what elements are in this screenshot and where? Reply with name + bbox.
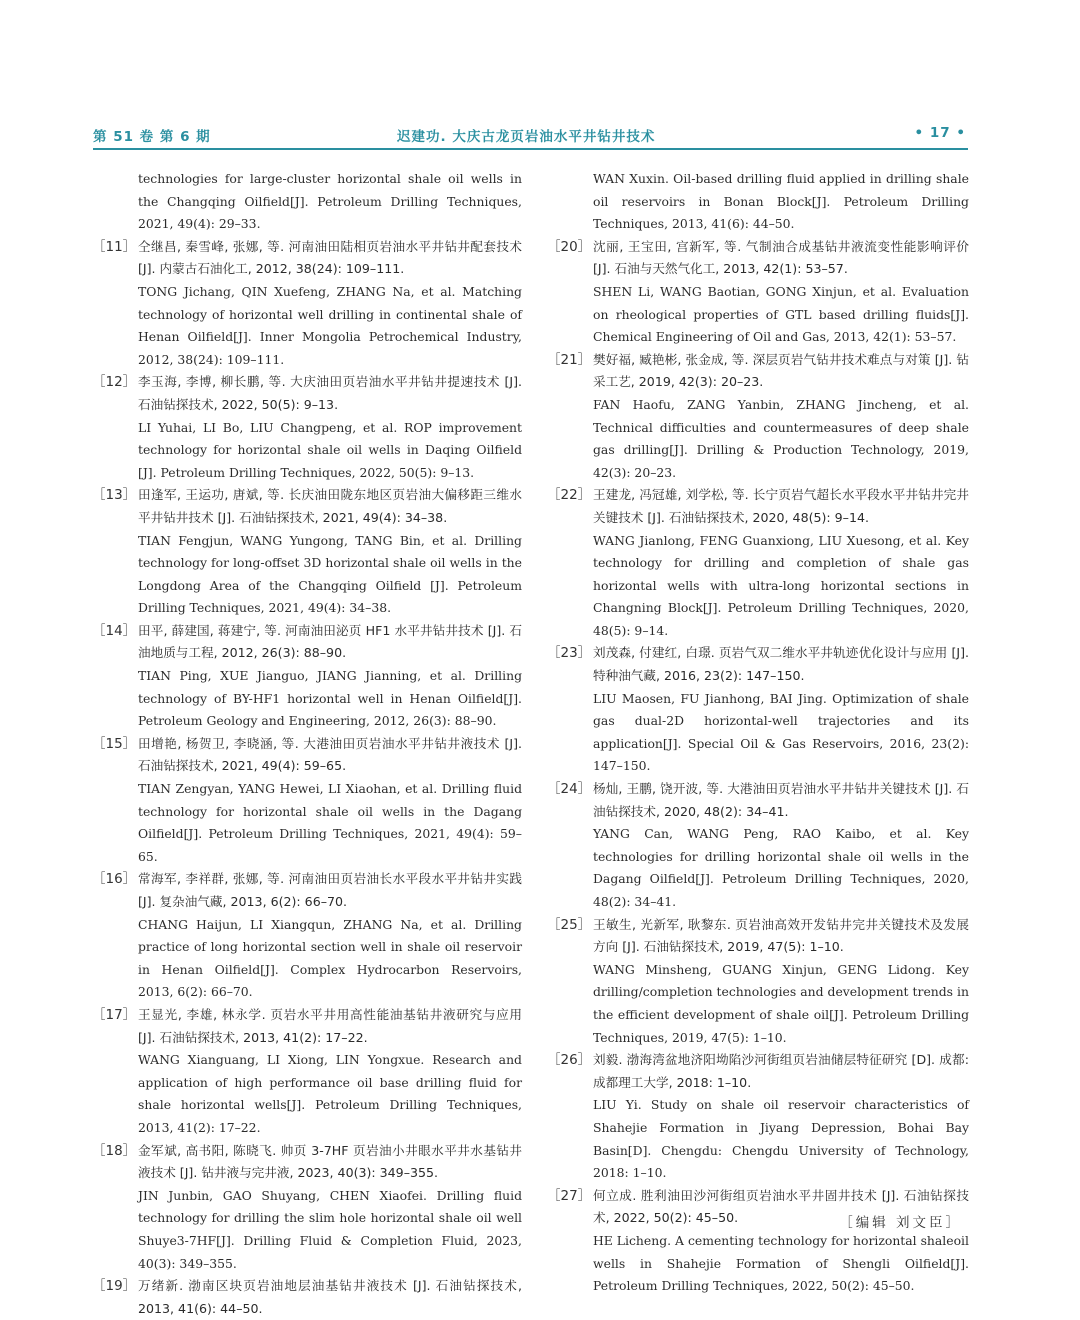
editor-credit: ［编辑 刘文臣］ — [839, 1215, 962, 1231]
reference-chinese: 沈丽, 王宝田, 宫新军, 等. 气制油合成基钻井液流变性能影响评价 [J]. 石油与天然气化工, 2013, 42(1): 53–57. — [593, 238, 969, 277]
reference-continuation: WAN Xuxin. Oil-based drilling fluid applied in drilling shale oil reservoirs in Bonan Block[J]. Petroleum Drilling Techniques, 2013, 41(6): 44–50. — [593, 171, 969, 232]
reference-number: ［16］ — [92, 871, 137, 888]
reference-item — [92, 1275, 522, 1320]
reference-item — [547, 1049, 969, 1185]
reference-item — [547, 1185, 969, 1298]
reference-item — [547, 778, 969, 914]
reference-number: ［19］ — [92, 1278, 137, 1295]
reference-chinese: 金军斌, 高书阳, 陈晓飞. 帅页 3-7HF 页岩油小井眼水平井水基钻井液技术 [J]. 钻井液与完井液, 2023, 40(3): 349–355. — [138, 1142, 522, 1181]
reference-chinese: 王敏生, 光新军, 耿黎东. 页岩油高效开发钻井完井关键技术及发展方向 [J]. 石油钻探技术, 2019, 47(5): 1–10. — [593, 916, 969, 955]
reference-number: ［27］ — [547, 1187, 592, 1204]
reference-english: TIAN Zengyan, YANG Hewei, LI Xiaohan, et al. Drilling fluid technology for horizontal shale oil wells in the Dagang Oilfield[J]. Petroleum Drilling Techniques, 2021, 49(4): 59–65. — [138, 781, 522, 864]
reference-item — [547, 642, 969, 778]
reference-number: ［22］ — [547, 487, 592, 504]
reference-english: WANG Jianlong, FENG Guanxiong, LIU Xuesong, et al. Key technology for drilling and completion of shale gas horizontal wells with ultra-long horizontal sections in Changning Block[J]. Petroleum Drilling Techniques, 2020, 48(5): 9–14. — [593, 532, 969, 638]
article-title-header: 迟建功. 大庆古龙页岩油水平井钻井技术 — [397, 129, 656, 145]
reference-chinese: 田逢军, 王运功, 唐斌, 等. 长庆油田陇东地区页岩油大偏移距三维水平井钻井技术 [J]. 石油钻探技术, 2021, 49(4): 34–38. — [138, 487, 522, 525]
reference-chinese: 杨灿, 王鹏, 饶开波, 等. 大港油田页岩油水平井钻井关键技术 [J]. 石油钻探技术, 2020, 48(2): 34–41. — [593, 781, 969, 819]
reference-english: TONG Jichang, QIN Xuefeng, ZHANG Na, et al. Matching technology of horizontal well drilling in continental shale of Henan Oilfield[J]. Inner Mongolia Petrochemical Industry, 2012, 38(24): 109–111. — [138, 283, 522, 367]
reference-chinese: 王显光, 李雄, 林永学. 页岩水平井用高性能油基钻井液研究与应用 [J]. 石油钻探技术, 2013, 41(2): 17–22. — [138, 1006, 522, 1045]
reference-english: CHANG Haijun, LI Xiangqun, ZHANG Na, et al. Drilling practice of long horizontal section well in shale oil reservoir in Henan Oilfield[J]. Complex Hydrocarbon Reservoirs, 2013, 6(2): 66–70. — [138, 916, 522, 1000]
reference-chinese: 田增艳, 杨贺卫, 李晓涵, 等. 大港油田页岩油水平井钻井液技术 [J]. 石油钻探技术, 2021, 49(4): 59–65. — [138, 735, 522, 774]
left-reference-list — [92, 236, 522, 1320]
reference-item — [92, 484, 522, 620]
page-number: • 17 • — [914, 125, 966, 141]
volume-issue: 第 51 卷 第 6 期 — [93, 129, 211, 145]
reference-chinese: 常海军, 李祥群, 张娜, 等. 河南油田页岩油长水平段水平井钻井实践 [J]. 复杂油气藏, 2013, 6(2): 66–70. — [138, 871, 522, 909]
reference-item — [547, 484, 969, 642]
reference-english: TIAN Ping, XUE Jianguo, JIANG Jianning, et al. Drilling technology of BY-HF1 horizontal well in Henan Oilfield[J]. Petroleum Geology and Engineering, 2012, 26(3): 88–90. — [138, 668, 522, 729]
reference-chinese: 何立成. 胜利油田沙河街组页岩油水平井固井技术 [J]. 石油钻探技术, 2022, 50(2): 45–50. — [593, 1187, 969, 1226]
reference-chinese: 李玉海, 李博, 柳长鹏, 等. 大庆油田页岩油水平井钻井提速技术 [J]. 石油钻探技术, 2022, 50(5): 9–13. — [138, 374, 522, 412]
reference-chinese: 仝继昌, 秦雪峰, 张娜, 等. 河南油田陆相页岩油水平井钻井配套技术 [J]. 内蒙古石油化工, 2012, 38(24): 109–111. — [138, 238, 522, 277]
reference-item — [92, 620, 522, 733]
reference-chinese: 万绪新. 渤南区块页岩油地层油基钻井液技术 [J]. 石油钻探技术, 2013, 41(6): 44–50. — [138, 1278, 522, 1316]
reference-english: WANG Xianguang, LI Xiong, LIN Yongxue. Research and application of high performance oil base drilling fluid for shale horizontal wells[J]. Petroleum Drilling Techniques, 2013, 41(2): 17–22. — [138, 1052, 522, 1135]
reference-item — [547, 914, 969, 1050]
reference-chinese: 刘毅. 渤海湾盆地济阳坳陷沙河街组页岩油储层特征研究 [D]. 成都: 成都理工大学, 2018: 1–10. — [593, 1052, 969, 1090]
reference-number: ［15］ — [92, 735, 137, 752]
reference-number: ［20］ — [547, 238, 592, 255]
reference-number: ［13］ — [92, 487, 137, 504]
right-reference-list — [547, 236, 969, 1298]
reference-english: HE Licheng. A cementing technology for horizontal shaleoil wells in Shahejie Formation of Shengli Oilfield[J]. Petroleum Drilling Techniques, 2022, 50(2): 45–50. — [593, 1232, 969, 1294]
reference-number: ［17］ — [92, 1006, 137, 1023]
reference-number: ［23］ — [547, 645, 592, 662]
reference-item — [92, 1140, 522, 1276]
reference-continuation: technologies for large-cluster horizontal shale oil wells in the Changqing Oilfield[J]. Petroleum Drilling Techniques, 2021, 49(4): 29–33. — [138, 171, 522, 232]
reference-item — [92, 236, 522, 372]
reference-chinese: 刘茂森, 付建红, 白璟. 页岩气双二维水平井轨迹优化设计与应用 [J]. 特种油气藏, 2016, 23(2): 147–150. — [593, 645, 969, 684]
reference-number: ［21］ — [547, 351, 592, 368]
reference-english: YANG Can, WANG Peng, RAO Kaibo, et al. Key technologies for drilling horizontal shale oil wells in the Dagang Oilfield[J]. Petroleum Drilling Techniques, 2020, 48(2): 34–41. — [593, 826, 969, 909]
reference-english: LIU Maosen, FU Jianhong, BAI Jing. Optimization of shale gas dual-2D horizontal-well trajectories and its application[J]. Special Oil & Gas Reservoirs, 2016, 23(2): 147–150. — [593, 690, 969, 774]
reference-item — [547, 349, 969, 485]
reference-english: WANG Minsheng, GUANG Xinjun, GENG Lidong. Key drilling/completion technologies and development trends in the efficient development of shale oil[J]. Petroleum Drilling Techniques, 2019, 47(5): 1–10. — [593, 961, 969, 1045]
reference-english: LI Yuhai, LI Bo, LIU Changpeng, et al. ROP improvement technology for horizontal shale oil wells in Daqing Oilfield [J]. Petroleum Drilling Techniques, 2022, 50(5): 9–13. — [138, 419, 522, 480]
reference-item — [92, 733, 522, 869]
reference-chinese: 王建龙, 冯冠雄, 刘学松, 等. 长宁页岩气超长水平段水平井钻井完井关键技术 [J]. 石油钻探技术, 2020, 48(5): 9–14. — [593, 487, 969, 525]
right-column — [547, 168, 969, 1298]
reference-number: ［25］ — [547, 916, 592, 933]
reference-english: JIN Junbin, GAO Shuyang, CHEN Xiaofei. Drilling fluid technology for drilling the slim hole horizontal shale oil well Shuye3-7HF[J]. Drilling Fluid & Completion Fluid, 2023, 40(3): 349–355. — [138, 1187, 522, 1271]
reference-english: FAN Haofu, ZANG Yanbin, ZHANG Jincheng, et al. Technical difficulties and countermeasures of deep shale gas drilling[J]. Drilling & Production Technology, 2019, 42(3): 20–23. — [593, 396, 969, 480]
reference-number: ［11］ — [92, 238, 137, 255]
header-rule — [93, 148, 968, 150]
reference-english: SHEN Li, WANG Baotian, GONG Xinjun, et al. Evaluation on rheological properties of GTL based drilling fluids[J]. Chemical Engineering of Oil and Gas, 2013, 42(1): 53–57. — [593, 283, 969, 345]
reference-chinese: 田平, 薛建国, 蒋建宁, 等. 河南油田泌页 HF1 水平井钻井技术 [J]. 石油地质与工程, 2012, 26(3): 88–90. — [138, 622, 522, 661]
reference-english: LIU Yi. Study on shale oil reservoir characteristics of Shahejie Formation in Jiyang Depression, Bohai Bay Basin[D]. Chengdu: Chengdu University of Technology, 2018: 1–10. — [593, 1097, 969, 1181]
reference-item — [92, 1004, 522, 1140]
reference-item — [92, 371, 522, 484]
reference-number: ［26］ — [547, 1052, 592, 1069]
reference-number: ［18］ — [92, 1142, 137, 1159]
left-column — [92, 168, 522, 1320]
reference-number: ［14］ — [92, 622, 137, 639]
running-header — [93, 121, 968, 145]
reference-number: ［24］ — [547, 781, 592, 798]
reference-number: ［12］ — [92, 374, 137, 391]
reference-item — [547, 236, 969, 349]
reference-item — [92, 868, 522, 1004]
reference-english: TIAN Fengjun, WANG Yungong, TANG Bin, et al. Drilling technology for long-offset 3D horizontal shale oil wells in the Longdong Area of the Changqing Oilfield [J]. Petroleum Drilling Techniques, 2021, 49(4): 34–38. — [138, 532, 522, 616]
reference-chinese: 樊好福, 臧艳彬, 张金成, 等. 深层页岩气钻井技术难点与对策 [J]. 钻采工艺, 2019, 42(3): 20–23. — [593, 351, 969, 390]
